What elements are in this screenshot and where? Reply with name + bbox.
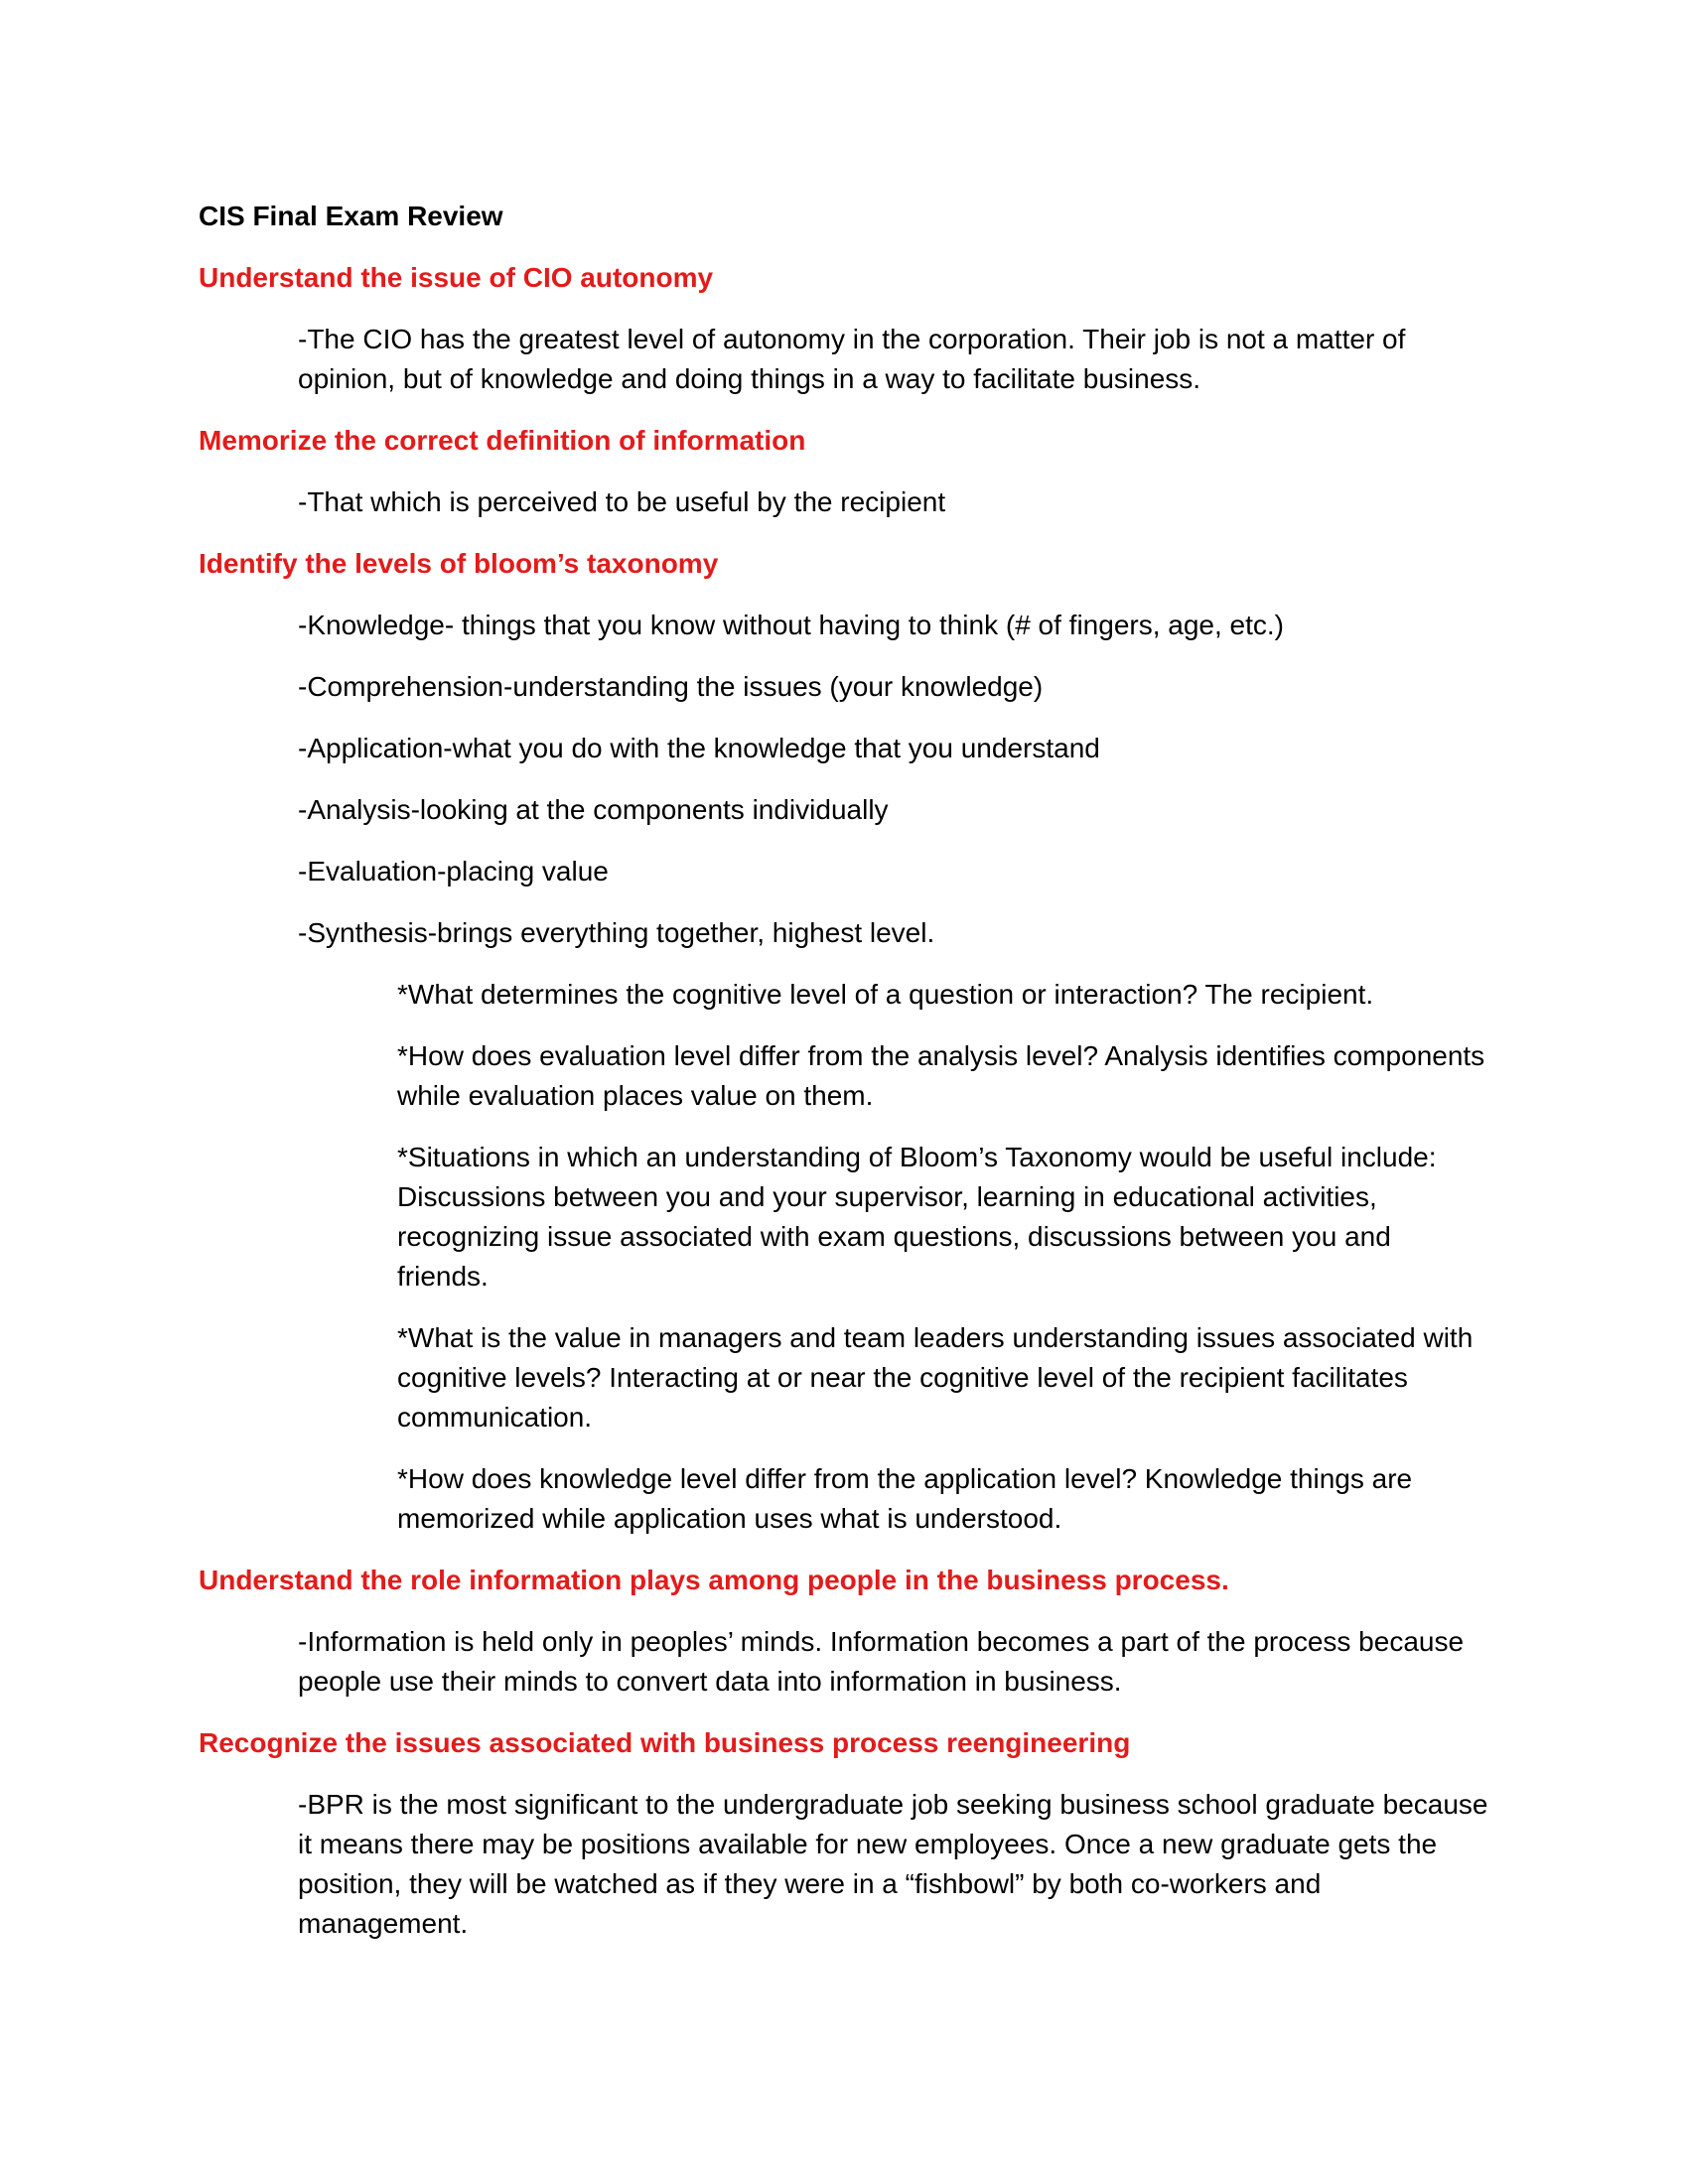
taxonomy-level-evaluation: -Evaluation-placing value bbox=[298, 856, 609, 887]
taxonomy-note: *What is the value in managers and team leaders understanding issues associated with cognitive levels? Interacting at or near the cognitive level of the recipient facilitates communication. bbox=[397, 1322, 1474, 1433]
taxonomy-note: *What determines the cognitive level of a question or interaction? The recipient. bbox=[397, 979, 1374, 1010]
taxonomy-level-synthesis: -Synthesis-brings everything together, highest level. bbox=[298, 917, 935, 948]
section-paragraph: -The CIO has the greatest level of autonomy in the corporation. Their job is not a matter of opinion, but of knowledge and doing things in a way to facilitate business. bbox=[298, 324, 1406, 394]
section-heading-business-process-reengineering: Recognize the issues associated with business process reengineering bbox=[199, 1727, 1131, 1758]
section-heading-role-of-information: Understand the role information plays among people in the business process. bbox=[199, 1565, 1229, 1595]
document-body bbox=[199, 197, 1489, 1966]
taxonomy-note: *How does knowledge level differ from the application level? Knowledge things are memorized while application uses what is understood. bbox=[397, 1463, 1413, 1534]
section-heading-cio-autonomy: Understand the issue of CIO autonomy bbox=[199, 262, 714, 293]
section-heading-definition-of-information: Memorize the correct definition of information bbox=[199, 425, 806, 456]
section-paragraph: -Information is held only in peoples’ minds. Information becomes a part of the process because people use their minds to convert data into information in business. bbox=[298, 1626, 1465, 1697]
taxonomy-level-comprehension: -Comprehension-understanding the issues (your knowledge) bbox=[298, 671, 1044, 702]
section-heading-blooms-taxonomy: Identify the levels of bloom’s taxonomy bbox=[199, 548, 719, 579]
taxonomy-note: *How does evaluation level differ from the analysis level? Analysis identifies components while evaluation places value on them. bbox=[397, 1040, 1485, 1111]
document-title: CIS Final Exam Review bbox=[199, 201, 503, 231]
section-paragraph: -BPR is the most significant to the undergraduate job seeking business school graduate because it means there may be positions available for new employees. Once a new graduate gets the position, they will be watched as if they were in a “fishbowl” by both co-workers and management. bbox=[298, 1789, 1488, 1939]
taxonomy-level-analysis: -Analysis-looking at the components individually bbox=[298, 794, 889, 825]
taxonomy-note: *Situations in which an understanding of Bloom’s Taxonomy would be useful include: Discussions between you and your supervisor, learning in educational activities, recognizing issue associated with exam questions, discussions between you and friends. bbox=[397, 1142, 1437, 1292]
taxonomy-level-knowledge: -Knowledge- things that you know without having to think (# of fingers, age, etc.) bbox=[298, 610, 1285, 640]
section-paragraph: -That which is perceived to be useful by the recipient bbox=[298, 486, 946, 517]
taxonomy-level-application: -Application-what you do with the knowledge that you understand bbox=[298, 733, 1100, 763]
